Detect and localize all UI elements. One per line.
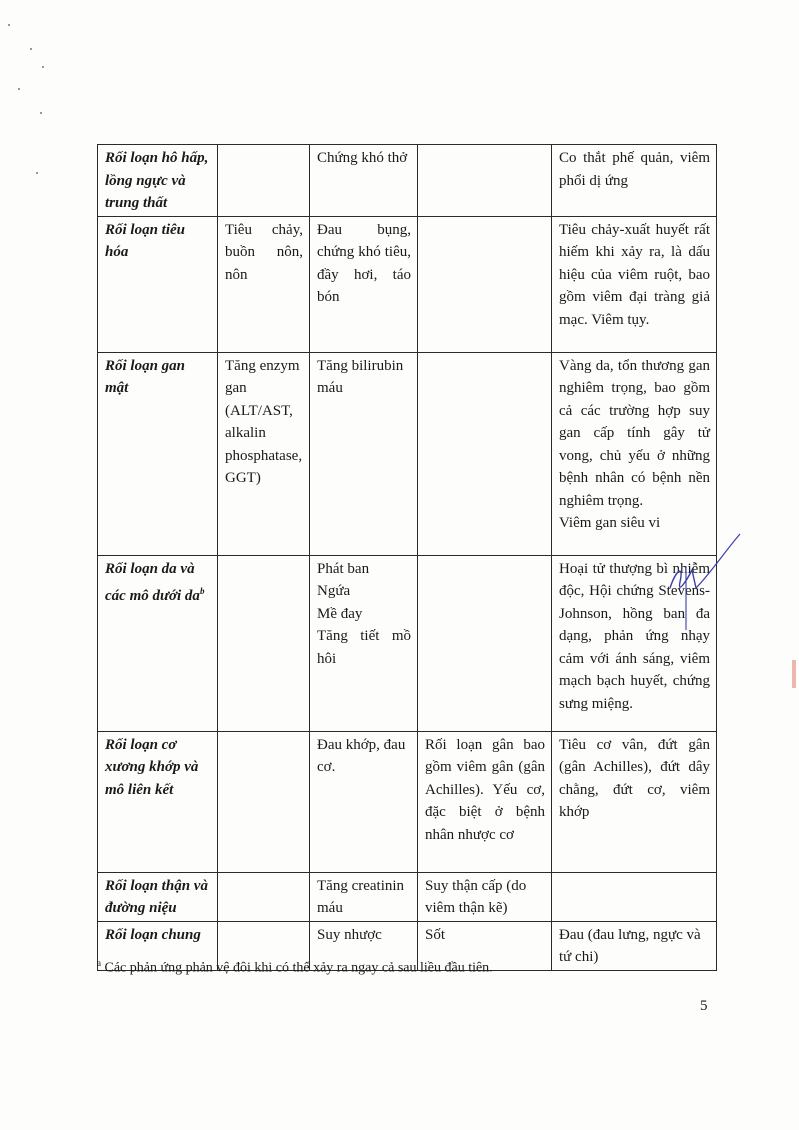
table-cell: Tăng enzym gan (ALT/AST, alkalin phosphatase, GGT) bbox=[218, 352, 310, 555]
table-cell: Hoại tử thượng bì nhiễm độc, Hội chứng Stevens-Johnson, hồng ban đa dạng, phản ứng nhạy cảm với ánh sáng, viêm mạch bạch huyết, chứng sưng miệng. bbox=[552, 555, 717, 731]
organ-class-cell: Rối loạn cơ xương khớp và mô liên kết bbox=[98, 731, 218, 872]
table-cell: Tăng creatinin máu bbox=[310, 872, 418, 921]
table-row bbox=[98, 145, 717, 217]
table-cell: Tăng bilirubin máu bbox=[310, 352, 418, 555]
page-number: 5 bbox=[700, 998, 708, 1014]
table-cell bbox=[418, 555, 552, 731]
table-cell: Tiêu chảy, buồn nôn, nôn bbox=[218, 216, 310, 352]
table-cell: Suy nhược bbox=[310, 921, 418, 970]
table-cell bbox=[418, 145, 552, 217]
table-cell: Đau bụng, chứng khó tiêu, đầy hơi, táo bón bbox=[310, 216, 418, 352]
table-cell: Chứng khó thở bbox=[310, 145, 418, 217]
footnote-marker: a bbox=[97, 958, 101, 968]
table-cell: Tiêu chảy-xuất huyết rất hiếm khi xảy ra, là dấu hiệu của viêm ruột, bao gồm viêm đại tràng giả mạc. Viêm tụy. bbox=[552, 216, 717, 352]
table-cell: Sốt bbox=[418, 921, 552, 970]
cell-line: Mề đay bbox=[317, 605, 363, 622]
organ-class-label: Rối loạn da và các mô dưới da bbox=[105, 560, 200, 604]
scan-speck bbox=[42, 66, 44, 68]
scan-speck bbox=[36, 172, 38, 174]
cell-line: Tăng tiết mồ hôi bbox=[317, 628, 411, 667]
organ-class-cell: Rối loạn thận và đường niệu bbox=[98, 872, 218, 921]
cell-line: Ngứa bbox=[317, 583, 351, 599]
table-cell: Đau (đau lưng, ngực và tứ chi) bbox=[552, 921, 717, 970]
table-cell: Đau khớp, đau cơ. bbox=[310, 731, 418, 872]
scan-speck bbox=[18, 88, 20, 90]
table-row bbox=[98, 216, 717, 352]
table-cell bbox=[310, 555, 418, 731]
table-cell bbox=[218, 145, 310, 217]
cell-text: Vàng da, tổn thương gan nghiêm trọng, bao gồm cả các trường hợp suy gan cấp tính gây tử vong, chủ yếu ở những bệnh nhân có bệnh nền nghiêm trọng. bbox=[559, 357, 710, 509]
footnote-text: Các phản ứng phản vệ đôi khi có thể xảy ra ngay cả sau liều đầu tiên. bbox=[104, 960, 493, 976]
table-cell: Co thắt phế quản, viêm phổi dị ứng bbox=[552, 145, 717, 217]
table-cell bbox=[218, 872, 310, 921]
margin-mark bbox=[792, 660, 796, 688]
table-cell bbox=[218, 731, 310, 872]
organ-class-cell: Rối loạn tiêu hóa bbox=[98, 216, 218, 352]
organ-class-cell bbox=[98, 555, 218, 731]
table-cell: Rối loạn gân bao gồm viêm gân (gân Achilles). Yếu cơ, đặc biệt ở bệnh nhân nhược cơ bbox=[418, 731, 552, 872]
table-cell bbox=[418, 216, 552, 352]
cell-text: Viêm gan siêu vi bbox=[559, 515, 661, 531]
table-cell: Suy thận cấp (do viêm thận kẽ) bbox=[418, 872, 552, 921]
organ-class-cell: Rối loạn chung bbox=[98, 921, 218, 970]
cell-line: Phát ban bbox=[317, 560, 370, 577]
pen-mark-icon bbox=[600, 530, 799, 640]
organ-class-cell: Rối loạn hô hấp, lồng ngực và trung thất bbox=[98, 145, 218, 217]
scan-speck bbox=[30, 48, 32, 50]
table-cell: Tiêu cơ vân, đứt gân (gân Achilles), đứt dây chằng, đứt cơ, viêm khớp bbox=[552, 731, 717, 872]
organ-class-cell: Rối loạn gan mật bbox=[98, 352, 218, 555]
table-row bbox=[98, 352, 717, 555]
table-cell bbox=[418, 352, 552, 555]
table-cell bbox=[218, 555, 310, 731]
table-cell bbox=[552, 872, 717, 921]
table-cell bbox=[552, 352, 717, 555]
scan-speck bbox=[40, 112, 42, 114]
scan-speck bbox=[8, 24, 10, 26]
table-row bbox=[98, 731, 717, 872]
table-row bbox=[98, 872, 717, 921]
footnote bbox=[97, 958, 493, 977]
footnote-marker: b bbox=[199, 586, 205, 596]
